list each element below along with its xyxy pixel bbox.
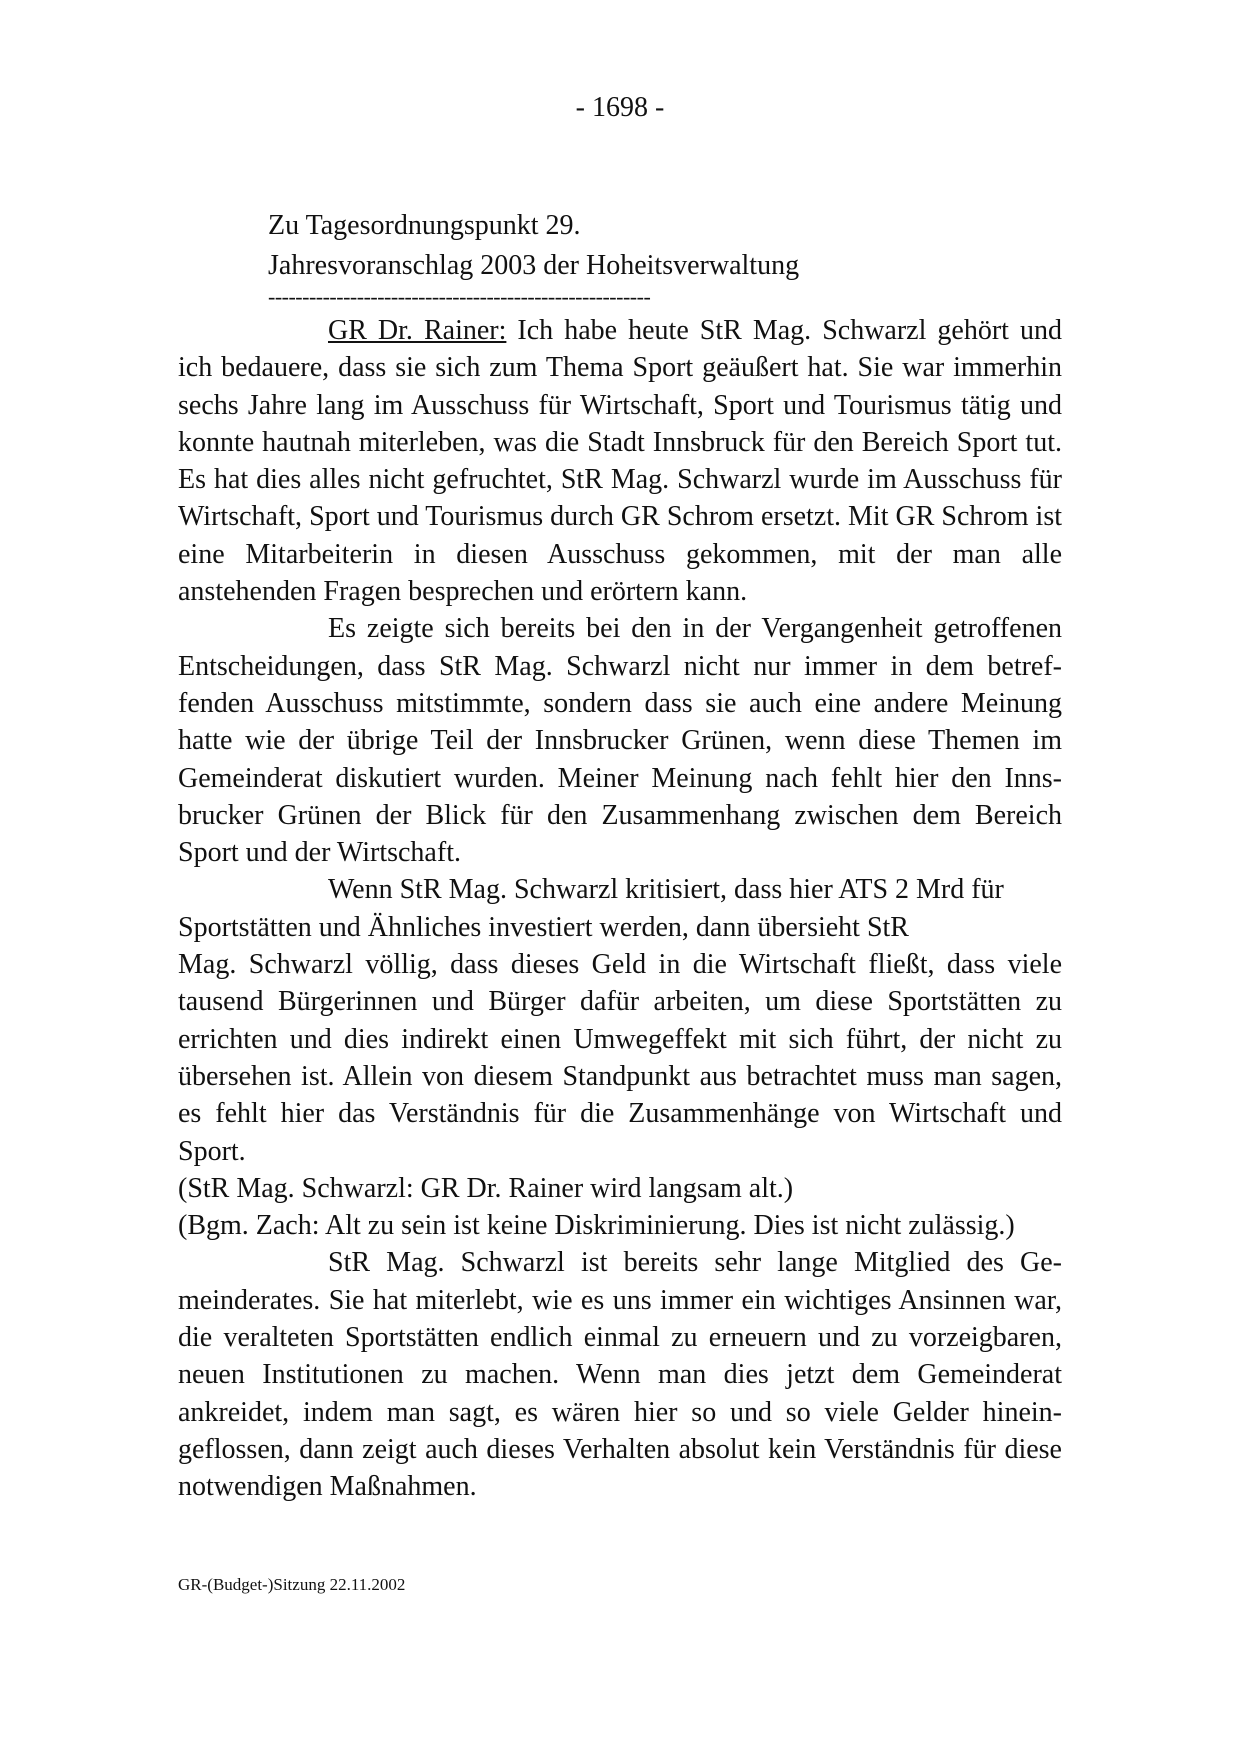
paragraph-3-start: Wenn StR Mag. Schwarzl kritisiert, dass hier ATS 2 Mrd für Sportstätten und Ähnliches investiert werden, dann übersieht StR: [178, 874, 1004, 943]
document-body: [178, 312, 1062, 1506]
paragraph-4: StR Mag. Schwarzl ist bereits sehr lange Mitglied des Gemeinderates. Sie hat miterlebt, wie es uns immer ein wichtiges Ansinnen war, die veralteten Sportstätten endlich einmal zu erneuern und zu vorzeigbaren, neuen Institutionen zu machen. Wenn man dies jetzt dem Gemeinderat ankreidet, indem man sagt, es wären hier so und so viele Gelder hineingeflossen, dann zeigt auch dieses Verhalten absolut kein Verständnis für diese notwendigen Maßnahmen.: [178, 1247, 1062, 1503]
page-footer: GR-(Budget-)Sitzung 22.11.2002: [178, 1575, 406, 1594]
agenda-item-title: Jahresvoranschlag 2003 der Hoheitsverwaltung: [268, 250, 800, 281]
paragraph-1-text: Ich habe heute StR Mag. Schwarzl gehört und ich bedauere, dass sie sich zum Thema Sport geäußert hat. Sie war immerhin sechs Jahre lang im Ausschuss für Wirtschaft, Sport und Tourismus tätig und konnte hautnah miterleben, was die Stadt Innsbruck für den Bereich Sport tut. Es hat dies alles nicht gefruchtet, StR Mag. Schwarzl wurde im Ausschuss für Wirtschaft, Sport und Tourismus durch GR Schrom ersetzt. Mit GR Schrom ist eine Mitarbeiterin in diesen Ausschuss gekommen, mit der man alle anstehenden Fragen besprechen und erörtern kann.: [178, 315, 1062, 608]
paragraph-1: [178, 312, 1062, 610]
speaker-name: GR Dr. Rainer:: [328, 315, 507, 346]
paragraph-2: Es zeigte sich bereits bei den in der Vergangenheit getroffenen Entscheidungen, dass StR Mag. Schwarzl nicht nur immer in dem betreffenden Ausschuss mitstimmte, sondern dass sie auch eine andere Meinung hatte wie der übrige Teil der Innsbrucker Grünen, wenn diese Themen im Gemeinderat diskutiert wurden. Meiner Meinung nach fehlt hier den Innsbrucker Grünen der Blick für den Zusammenhang zwischen dem Bereich Sport und der Wirtschaft.: [178, 613, 1062, 869]
interjection-zach: (Bgm. Zach: Alt zu sein ist keine Diskriminierung. Dies ist nicht zulässig.): [178, 1210, 1015, 1242]
agenda-item-heading: Zu Tagesordnungspunkt 29.: [268, 210, 581, 241]
page-number: - 1698 -: [575, 92, 665, 123]
interjection-schwarzl: (StR Mag. Schwarzl: GR Dr. Rainer wird langsam alt.): [178, 1172, 794, 1204]
paragraph-3-continued: Mag. Schwarzl völlig, dass dieses Geld in die Wirtschaft fließt, dass viele tausend Bürgerinnen und Bürger dafür arbeiten, um diese Sportstätten zu errichten und dies indirekt einen Umwegeffekt mit sich führt, der nicht zu übersehen ist. Allein von diesem Standpunkt aus betrachtet muss man sagen, es fehlt hier das Verständnis für die Zusammenhänge von Wirtschaft und Sport.: [178, 949, 1062, 1167]
heading-divider: --------------------------------------------------------: [268, 284, 651, 309]
